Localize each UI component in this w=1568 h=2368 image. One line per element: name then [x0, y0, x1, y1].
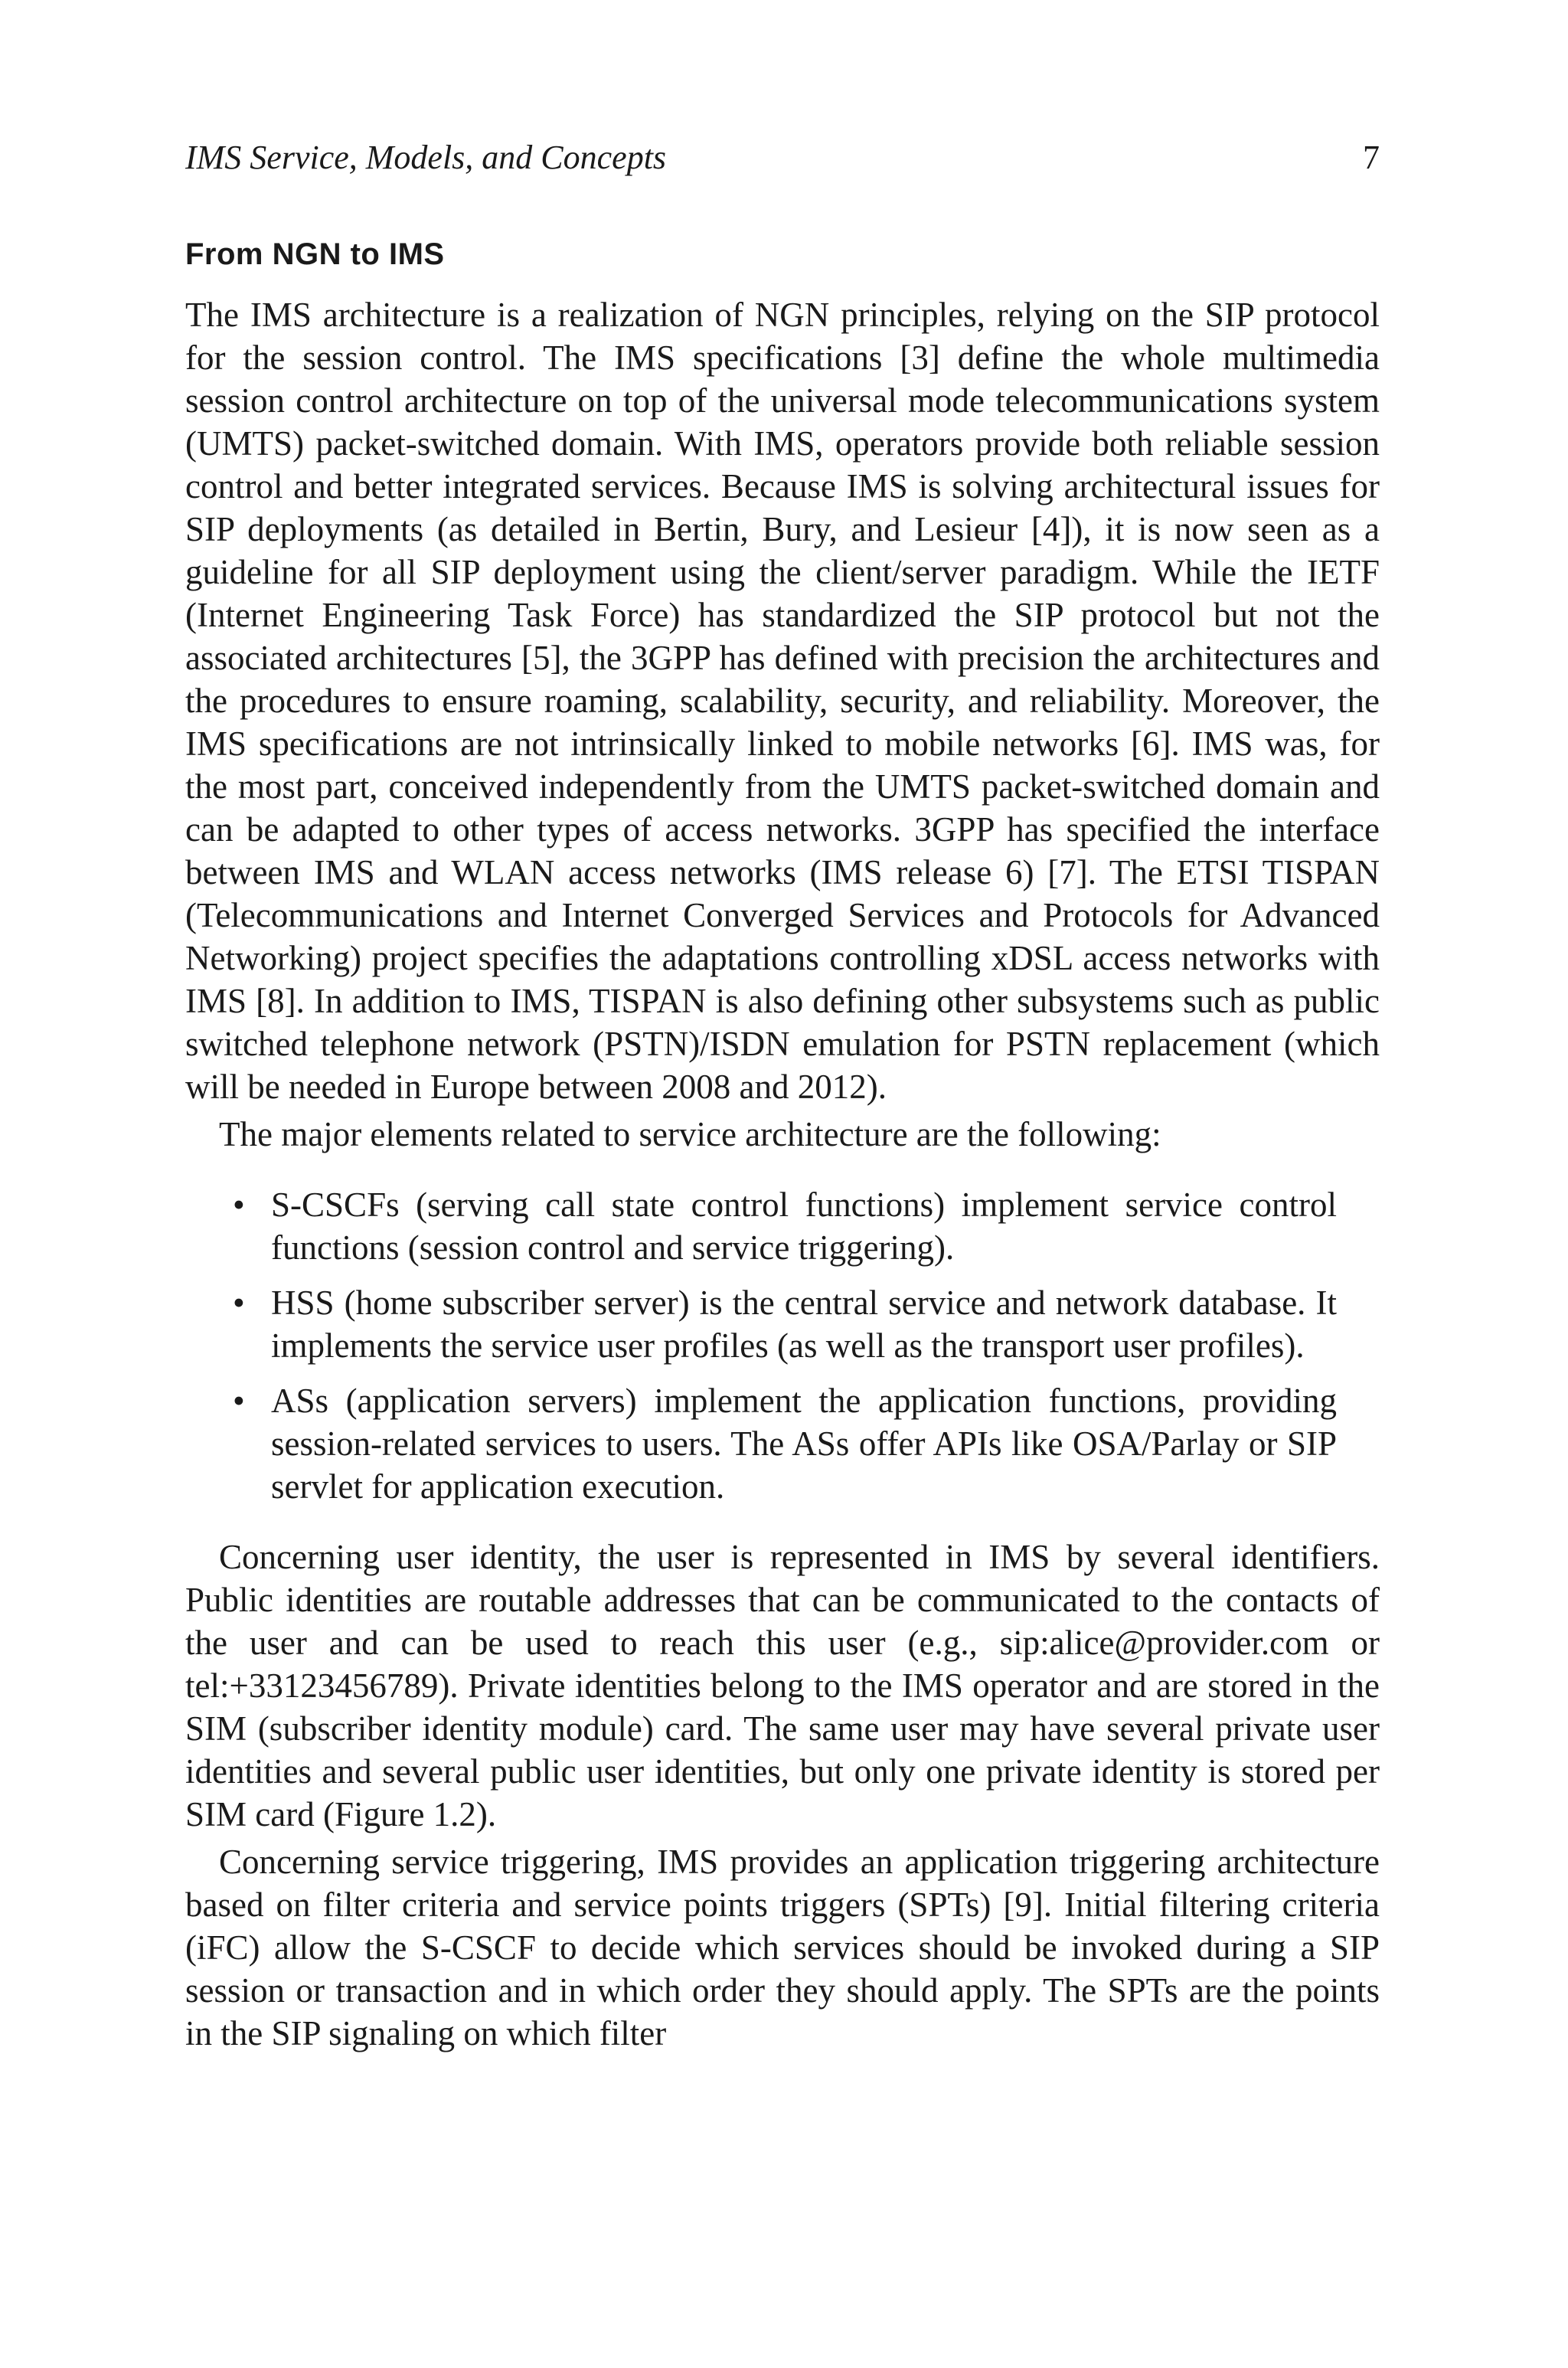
paragraph-major-elements-intro: The major elements related to service architecture are the following:	[219, 1115, 1161, 1153]
bullet-marker: •	[233, 1186, 245, 1224]
list-item	[227, 1379, 1337, 1508]
running-head-title: IMS Service, Models, and Concepts	[185, 139, 667, 176]
page-number: 7	[1363, 139, 1380, 176]
bullet-marker: •	[233, 1284, 245, 1322]
section-heading: From NGN to IMS	[185, 237, 445, 271]
list-item	[227, 1183, 1337, 1269]
paragraph-service-triggering: Concerning service triggering, IMS provides an application triggering architecture based on filter criteria and service points triggers (SPTs) [9]. Initial filtering criteria (iFC) allow the S-CSCF to decide which services should be invoked during a SIP session or transaction and in which order they should apply. The SPTs are the points in the SIP signaling on which filter	[185, 1843, 1380, 2052]
paragraph-ngn-to-ims: The IMS architecture is a realization of NGN principles, relying on the SIP protocol for the session control. The IMS specifications [3] define the whole multimedia session control architecture on top of the universal mode telecommunications system (UMTS) packet-switched domain. With IMS, operators provide both reliable session control and better integrated services. Because IMS is solving architectural issues for SIP deployments (as detailed in Bertin, Bury, and Lesieur [4]), it is now seen as a guideline for all SIP deployment using the client/server paradigm. While the IETF (Internet Engineering Task Force) has standardized the SIP protocol but not the associated architectures [5], the 3GPP has defined with precision the architectures and the procedures to ensure roaming, scalability, security, and reliability. Moreover, the IMS specifications are not intrinsically linked to mobile networks [6]. IMS was, for the most part, conceived independently from the UMTS packet-switched domain and can be adapted to other types of access networks. 3GPP has specified the interface between IMS and WLAN access networks (IMS release 6) [7]. The ETSI TISPAN (Telecommunications and Internet Converged Services and Protocols for Advanced Networking) project specifies the adaptations controlling xDSL access networks with IMS [8]. In addition to IMS, TISPAN is also defining other subsystems such as public switched telephone network (PSTN)/ISDN emulation for PSTN replacement (which will be needed in Europe between 2008 and 2012).	[185, 296, 1380, 1106]
bullet-marker: •	[233, 1382, 245, 1420]
service-architecture-elements-list	[185, 1183, 1380, 1508]
list-item-text: S-CSCFs (serving call state control functions) implement service control functions (session control and service triggering).	[271, 1186, 1337, 1267]
list-item-text: ASs (application servers) implement the application functions, providing session-related services to users. The ASs offer APIs like OSA/Parlay or SIP servlet for application execution.	[271, 1382, 1337, 1506]
paragraph-user-identity: Concerning user identity, the user is represented in IMS by several identifiers. Public identities are routable addresses that can be communicated to the contacts of the user and can be used to reach this user (e.g., sip:alice@provider.com or tel:+33123456789). Private identities belong to the IMS operator and are stored in the SIM (subscriber identity module) card. The same user may have several private user identities and several public user identities, but only one private identity is stored per SIM card (Figure 1.2).	[185, 1538, 1380, 1833]
book-page	[185, 138, 1380, 2055]
list-item-text: HSS (home subscriber server) is the central service and network database. It implements the service user profiles (as well as the transport user profiles).	[271, 1284, 1337, 1365]
running-head	[185, 138, 1380, 191]
list-item	[227, 1281, 1337, 1367]
